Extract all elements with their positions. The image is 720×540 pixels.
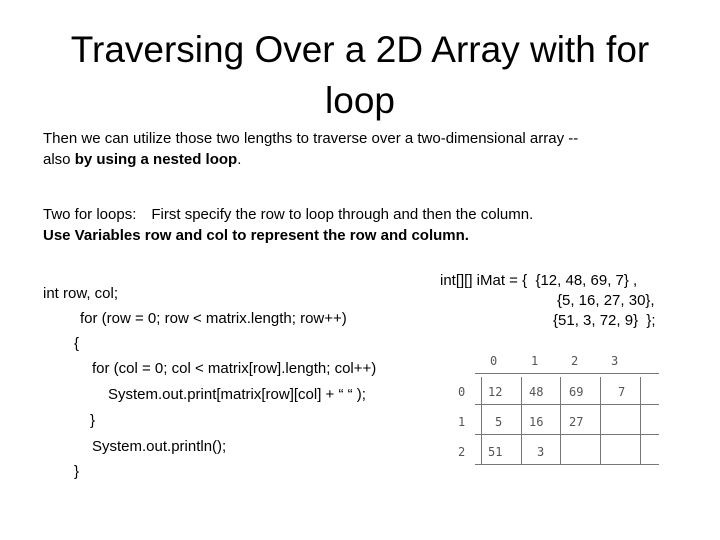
loops-paragraph bbox=[43, 204, 683, 246]
grid-cell: 51 bbox=[488, 445, 503, 459]
grid-rule bbox=[475, 464, 659, 465]
grid-cell: 27 bbox=[569, 415, 584, 429]
intro-line-1: Then we can utilize those two lengths to traverse over a two-dimensional array -- bbox=[43, 130, 579, 147]
slide-title: Traversing Over a 2D Array with for loop bbox=[70, 29, 650, 121]
declaration-line: {5, 16, 27, 30}, bbox=[557, 292, 655, 309]
grid-rule bbox=[475, 434, 659, 435]
loops-line-1 bbox=[43, 204, 683, 225]
intro-paragraph bbox=[43, 128, 663, 170]
grid-cell: 69 bbox=[569, 385, 584, 399]
loops-line-1-rest: First specify the row to loop through and then the column. bbox=[151, 206, 534, 223]
grid-row-header: 0 bbox=[458, 385, 466, 399]
code-line: for (col = 0; col < matrix[row].length; col++) bbox=[92, 360, 377, 377]
declaration-line: int[][] iMat = { {12, 48, 69, 7} , bbox=[440, 272, 638, 289]
grid-cell: 16 bbox=[529, 415, 544, 429]
grid-row-header: 1 bbox=[458, 415, 466, 429]
grid-col-header: 1 bbox=[531, 354, 539, 368]
grid-rule bbox=[475, 404, 659, 405]
grid-col-header: 3 bbox=[611, 354, 619, 368]
grid-divider bbox=[600, 377, 601, 465]
grid-divider bbox=[560, 377, 561, 465]
intro-line-2 bbox=[43, 149, 663, 170]
declaration-line: {51, 3, 72, 9} }; bbox=[553, 312, 656, 329]
grid-cell: 7 bbox=[618, 385, 626, 399]
grid-row-header: 2 bbox=[458, 445, 466, 459]
code-line: System.out.print[matrix[row][col] + “ “ ); bbox=[108, 386, 366, 403]
intro-line-2-end: . bbox=[237, 151, 242, 168]
code-line: } bbox=[74, 463, 80, 480]
intro-line-2-bold: by using a nested loop bbox=[74, 151, 238, 168]
code-line: for (row = 0; row < matrix.length; row++) bbox=[80, 310, 347, 327]
code-line: int row, col; bbox=[43, 285, 119, 302]
array-declaration bbox=[440, 271, 656, 331]
code-line: { bbox=[74, 335, 80, 352]
code-line: } bbox=[90, 412, 96, 429]
intro-line-2-plain: also bbox=[43, 151, 75, 168]
grid-divider bbox=[640, 377, 641, 465]
loops-line-2: Use Variables row and col to represent the row and column. bbox=[43, 227, 469, 244]
grid-cell: 3 bbox=[537, 445, 545, 459]
grid-divider bbox=[521, 377, 522, 465]
grid-cell: 12 bbox=[488, 385, 503, 399]
loops-line-1-lead: Two for loops: bbox=[43, 206, 137, 223]
code-line: System.out.println(); bbox=[92, 438, 227, 455]
grid-cell: 48 bbox=[529, 385, 544, 399]
grid-col-header: 2 bbox=[571, 354, 579, 368]
grid-divider bbox=[481, 377, 482, 465]
grid-rule bbox=[475, 373, 659, 374]
array-grid-diagram bbox=[453, 352, 665, 472]
grid-cell: 5 bbox=[495, 415, 503, 429]
grid-col-header: 0 bbox=[490, 354, 498, 368]
